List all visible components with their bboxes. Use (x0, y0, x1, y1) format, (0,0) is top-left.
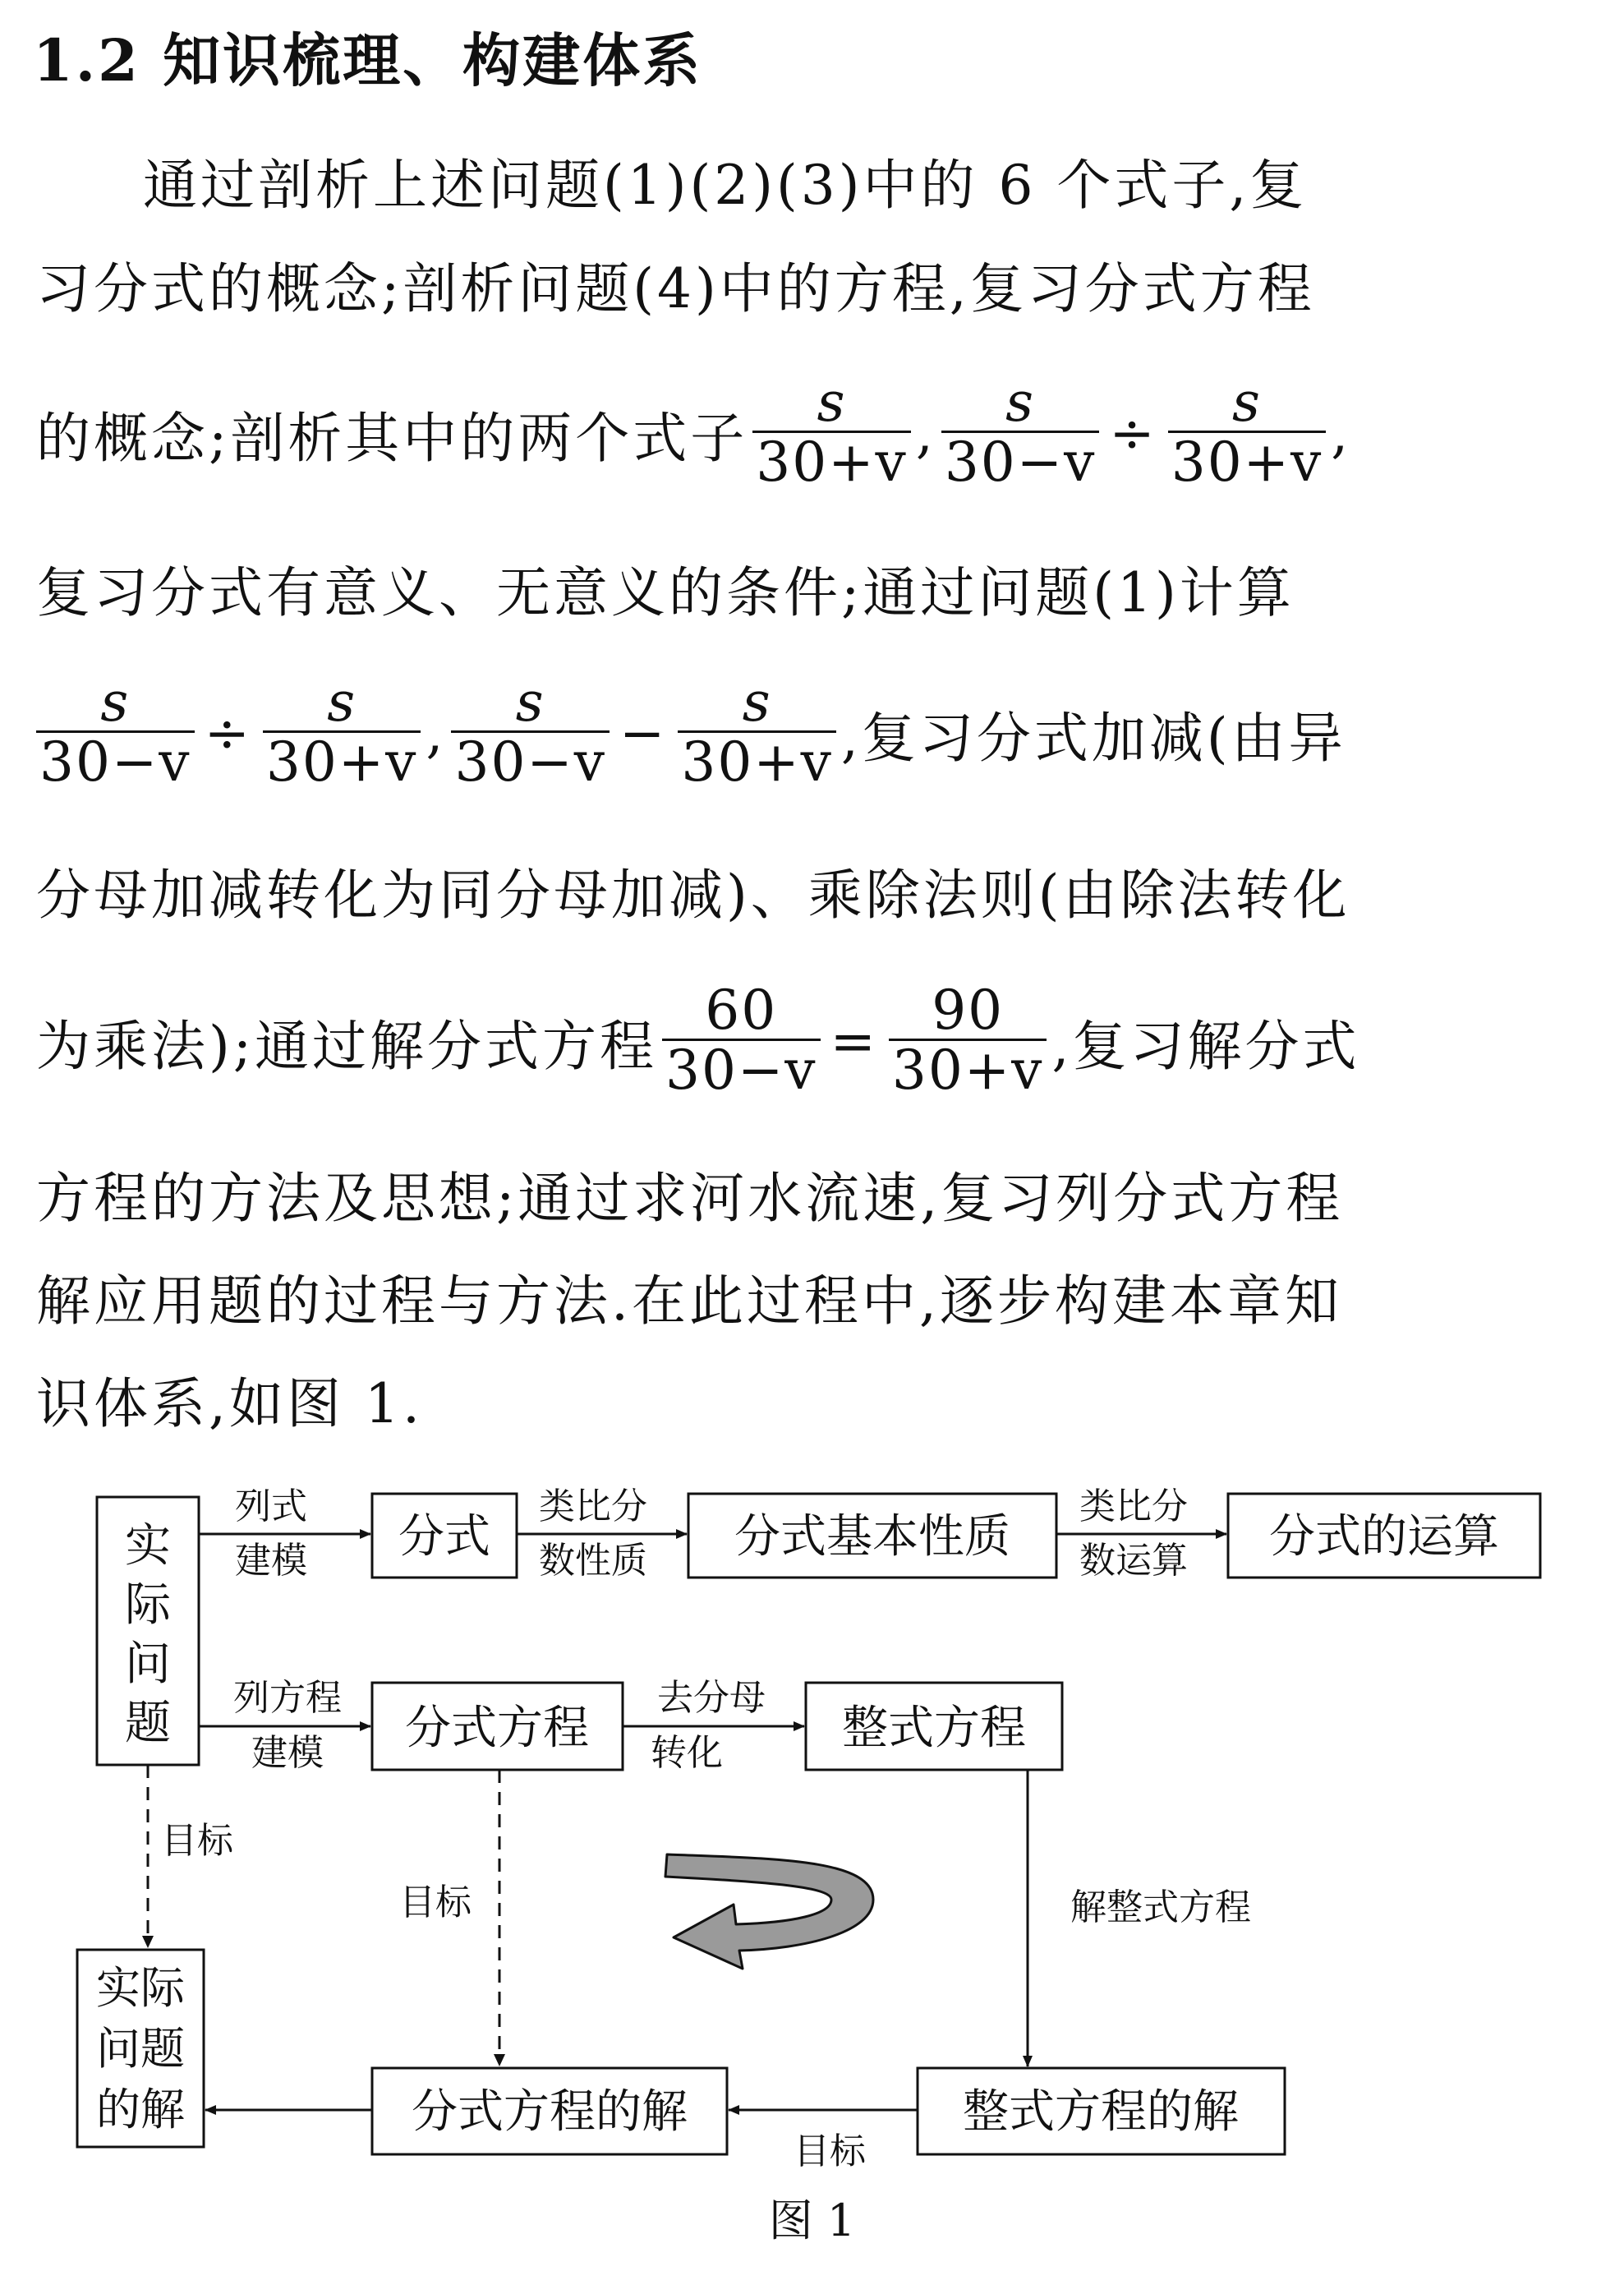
label-mubiao-2: 目标 (399, 1882, 472, 1923)
para-line-5: $\frac{s}{30-v}$ ÷ $\frac{s}{30+v}$ , $\frac{s}{30-v}$ − $\frac{s}{30+v}$ ,复习分式加减(由异 (36, 674, 1589, 793)
para-line-1: 通过剖析上述问题(1)(2)(3)中的 6 个式子,复 (143, 154, 1308, 217)
box-int-eq-solution-label: 整式方程的解 (963, 2085, 1239, 2139)
para-line-10: 识体系,如图 1. (36, 1372, 423, 1435)
box-real-problem-char-3: 问 (125, 1638, 171, 1691)
label-lieshi: 列式 (235, 1486, 307, 1527)
figure-caption: 图 1 (768, 2195, 856, 2246)
box-real-solution-line-1: 实际 (96, 1962, 185, 2014)
box-real-problem-char-4: 题 (125, 1697, 171, 1750)
label-leibi-2: 类比分 (1079, 1486, 1188, 1527)
label-shuyunsuan: 数运算 (1079, 1540, 1188, 1582)
para-line-6: 分母加减转化为同分母加减)、乘除法则(由除法转化 (36, 864, 1350, 927)
label-jiezhengshi: 解整式方程 (1070, 1886, 1251, 1928)
label-zhuanhua: 转化 (651, 1732, 723, 1774)
fraction-s-over-30-minus-v: $\frac{s}{30-v}$ (941, 374, 1100, 493)
fraction-s-over-30-minus-v-a: $\frac{s}{30-v}$ (36, 674, 195, 793)
section-heading: 1.2 知识梳理、构建体系 (33, 26, 703, 94)
fraction-s-over-30-plus-v: $\frac{s}{30+v}$ (752, 374, 911, 493)
box-real-solution-line-3: 的解 (96, 2084, 185, 2135)
para-line-2: 习分式的概念;剖析问题(4)中的方程,复习分式方程 (36, 257, 1315, 320)
box-frac-eq-solution-label: 分式方程的解 (412, 2085, 688, 2139)
fraction-90-over-30-plus-v: $\frac{90}{30+v}$ (889, 982, 1047, 1101)
para-line-3: 的概念;剖析其中的两个式子 $\frac{s}{30+v}$ , $\frac{s}{30-v}$ ÷ $\frac{s}{30+v}$ , (36, 371, 1352, 495)
box-frac-equation-label: 分式方程 (405, 1702, 589, 1755)
label-mubiao-3: 目标 (794, 2131, 866, 2172)
label-shuxingzhi: 数性质 (539, 1540, 647, 1582)
label-jianmo-1: 建模 (235, 1540, 307, 1582)
box-operation-label: 分式的运算 (1269, 1510, 1499, 1564)
label-liefangcheng: 列方程 (233, 1677, 342, 1719)
label-jianmo-2: 建模 (251, 1732, 324, 1774)
para-line-9: 解应用题的过程与方法.在此过程中,逐步构建本章知 (36, 1269, 1342, 1333)
curved-arrow-icon (665, 1854, 873, 1969)
box-real-solution-line-2: 问题 (96, 2023, 185, 2075)
label-qufenmu: 去分母 (657, 1677, 766, 1719)
fraction-60-over-30-minus-v: $\frac{60}{30-v}$ (662, 982, 821, 1101)
para-line-4: 复习分式有意义、无意义的条件;通过问题(1)计算 (36, 561, 1295, 624)
box-real-problem-char-1: 实 (125, 1519, 171, 1573)
fraction-s-over-30-plus-v-b: $\frac{s}{30+v}$ (678, 674, 836, 793)
para-line-7: 为乘法);通过解分式方程 $\frac{60}{30-v}$ = $\frac{90}{30+v}$ ,复习解分式 (36, 979, 1360, 1103)
box-int-equation-label: 整式方程 (842, 1702, 1026, 1755)
label-mubiao-1: 目标 (161, 1820, 233, 1862)
fraction-s-over-30-minus-v-b: $\frac{s}{30-v}$ (451, 674, 610, 793)
box-fraction-label: 分式 (398, 1510, 490, 1564)
fraction-s-over-30-plus-v-a: $\frac{s}{30+v}$ (263, 674, 421, 793)
box-basic-property-label: 分式基本性质 (734, 1510, 1010, 1564)
box-real-problem-char-2: 际 (125, 1578, 171, 1632)
para-line-8: 方程的方法及思想;通过求河水流速,复习列分式方程 (36, 1167, 1344, 1230)
label-leibi-1: 类比分 (539, 1486, 647, 1527)
fraction-s-over-30-plus-v-2: $\frac{s}{30+v}$ (1168, 374, 1327, 493)
